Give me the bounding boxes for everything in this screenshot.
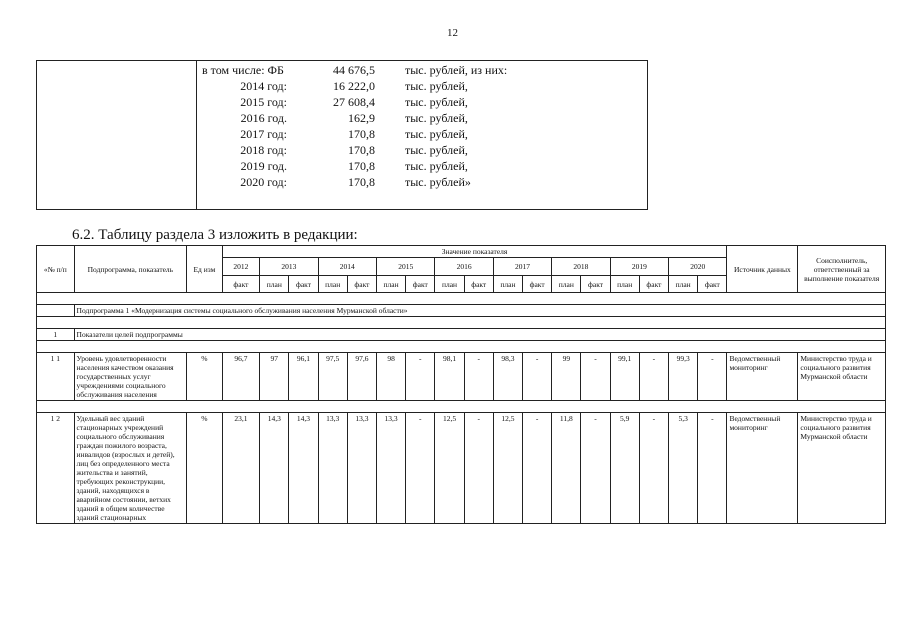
indicator-value: - bbox=[464, 353, 493, 401]
header-subprogram: Подпрограмма, показатель bbox=[74, 246, 187, 293]
indicator-name: Уровень удовлетворенности населения качеством оказания государственных услуг учреждениями социального обслуживания населения bbox=[74, 353, 187, 401]
indicator-value: 5,9 bbox=[610, 413, 639, 524]
fact-header: факт bbox=[222, 276, 260, 293]
finance-unit: тыс. рублей, bbox=[405, 143, 468, 157]
year-header-2017: 2017 bbox=[493, 258, 551, 276]
finance-amount: 170,8 bbox=[348, 127, 375, 141]
plan-header: план bbox=[669, 276, 698, 293]
year-header-2018: 2018 bbox=[552, 258, 610, 276]
finance-amount: 16 222,0 bbox=[333, 79, 375, 93]
indicator-value: - bbox=[581, 353, 610, 401]
header-values: Значение показателя bbox=[222, 246, 727, 258]
year-header-2014: 2014 bbox=[318, 258, 376, 276]
indicator-value: - bbox=[406, 353, 435, 401]
indicators-table bbox=[36, 245, 886, 524]
finance-row bbox=[37, 78, 647, 94]
finance-amount: 170,8 bbox=[348, 143, 375, 157]
fact-header: факт bbox=[406, 276, 435, 293]
table-row bbox=[37, 353, 886, 401]
indicator-value: - bbox=[406, 413, 435, 524]
goals-row bbox=[37, 329, 886, 341]
indicator-value: 11,8 bbox=[552, 413, 581, 524]
indicator-value: 97 bbox=[260, 353, 289, 401]
indicator-value: 23,1 bbox=[222, 413, 260, 524]
finance-label: 2014 год: bbox=[240, 79, 287, 93]
finance-box bbox=[36, 60, 648, 210]
year-header-2020: 2020 bbox=[669, 258, 727, 276]
indicator-value: 98 bbox=[377, 353, 406, 401]
indicator-value: 96,1 bbox=[289, 353, 318, 401]
indicator-value: 13,3 bbox=[377, 413, 406, 524]
indicator-value: - bbox=[464, 413, 493, 524]
finance-label: 2016 год. bbox=[240, 111, 287, 125]
subprogram-title: Подпрограмма 1 «Модернизация системы социального обслуживания населения Мурманской области» bbox=[74, 305, 885, 317]
indicator-value: 96,7 bbox=[222, 353, 260, 401]
indicator-value: - bbox=[581, 413, 610, 524]
finance-unit: тыс. рублей, bbox=[405, 79, 468, 93]
finance-label: 2018 год: bbox=[240, 143, 287, 157]
finance-amount: 162,9 bbox=[348, 111, 375, 125]
fact-header: факт bbox=[289, 276, 318, 293]
coexecutor: Министерство труда и социального развития Мурманской области bbox=[798, 353, 886, 401]
indicator-name: Удельный вес зданий стационарных учреждений социального обслуживания граждан пожилого возраста, инвалидов (взрослых и детей), лиц без определенного места жительства и занятий, требующих реконструкции, зданий, находящихся в аварийном состоянии, ветхих зданий в общем количестве зданий стационарных bbox=[74, 413, 187, 524]
indicator-value: 97,5 bbox=[318, 353, 347, 401]
plan-header: план bbox=[552, 276, 581, 293]
fact-header: факт bbox=[698, 276, 727, 293]
year-header-2016: 2016 bbox=[435, 258, 493, 276]
header-num: «№ п/п bbox=[37, 246, 75, 293]
coexecutor: Министерство труда и социального развития Мурманской области bbox=[798, 413, 886, 524]
plan-header: план bbox=[610, 276, 639, 293]
table-row bbox=[37, 413, 886, 524]
indicator-value: 97,6 bbox=[347, 353, 376, 401]
indicator-value: 99,3 bbox=[669, 353, 698, 401]
finance-label: 2017 год: bbox=[240, 127, 287, 141]
goals-num: 1 bbox=[37, 329, 75, 341]
indicator-value: 99,1 bbox=[610, 353, 639, 401]
page-number: 12 bbox=[447, 27, 458, 39]
finance-row bbox=[37, 110, 647, 126]
spacer-row bbox=[37, 341, 886, 353]
row-num: 1 2 bbox=[37, 413, 75, 524]
fact-header: факт bbox=[581, 276, 610, 293]
indicator-value: - bbox=[698, 353, 727, 401]
indicator-value: 99 bbox=[552, 353, 581, 401]
finance-unit: тыс. рублей, bbox=[405, 127, 468, 141]
finance-amount: 27 608,4 bbox=[333, 95, 375, 109]
finance-amount: 170,8 bbox=[348, 175, 375, 189]
section-heading: 6.2. Таблицу раздела 3 изложить в редакции: bbox=[72, 227, 358, 243]
finance-unit: тыс. рублей, bbox=[405, 159, 468, 173]
indicator-value: 13,3 bbox=[347, 413, 376, 524]
indicator-value: 98,1 bbox=[435, 353, 464, 401]
fact-header: факт bbox=[464, 276, 493, 293]
plan-header: план bbox=[377, 276, 406, 293]
year-header-2013: 2013 bbox=[260, 258, 318, 276]
year-header-2015: 2015 bbox=[377, 258, 435, 276]
indicator-value: 12,5 bbox=[435, 413, 464, 524]
row-unit: % bbox=[187, 413, 222, 524]
subprogram-row bbox=[37, 305, 886, 317]
finance-unit: тыс. рублей, bbox=[405, 95, 468, 109]
row-unit: % bbox=[187, 353, 222, 401]
fact-header: факт bbox=[347, 276, 376, 293]
fact-header: факт bbox=[523, 276, 552, 293]
finance-amount: 44 676,5 bbox=[333, 63, 375, 77]
indicator-value: - bbox=[698, 413, 727, 524]
spacer-row bbox=[37, 401, 886, 413]
indicator-value: 14,3 bbox=[289, 413, 318, 524]
finance-label: 2020 год: bbox=[240, 175, 287, 189]
finance-row bbox=[37, 142, 647, 158]
header-coexec: Соисполнитель, ответственный за выполнение показателя bbox=[798, 246, 886, 293]
indicator-value: 12,5 bbox=[493, 413, 522, 524]
indicator-value: - bbox=[639, 353, 668, 401]
finance-row bbox=[37, 62, 647, 78]
year-header-2012: 2012 bbox=[222, 258, 260, 276]
plan-header: план bbox=[318, 276, 347, 293]
finance-label: 2015 год: bbox=[240, 95, 287, 109]
indicator-value: - bbox=[523, 413, 552, 524]
indicator-value: 14,3 bbox=[260, 413, 289, 524]
finance-row bbox=[37, 174, 647, 190]
indicator-value: - bbox=[639, 413, 668, 524]
plan-header: план bbox=[260, 276, 289, 293]
finance-unit: тыс. рублей, bbox=[405, 111, 468, 125]
finance-label: в том числе: ФБ bbox=[202, 63, 284, 77]
goals-title: Показатели целей подпрограммы bbox=[74, 329, 885, 341]
row-num: 1 1 bbox=[37, 353, 75, 401]
spacer-row bbox=[37, 317, 886, 329]
header-unit: Ед изм bbox=[187, 246, 222, 293]
spacer-row bbox=[37, 293, 886, 305]
indicator-value: - bbox=[523, 353, 552, 401]
finance-unit: тыс. рублей» bbox=[405, 175, 471, 189]
finance-row bbox=[37, 94, 647, 110]
indicator-value: 5,3 bbox=[669, 413, 698, 524]
plan-header: план bbox=[435, 276, 464, 293]
header-source: Источник данных bbox=[727, 246, 798, 293]
finance-row bbox=[37, 158, 647, 174]
finance-amount: 170,8 bbox=[348, 159, 375, 173]
indicator-value: 98,3 bbox=[493, 353, 522, 401]
data-source: Ведомственный мониторинг bbox=[727, 353, 798, 401]
finance-row bbox=[37, 126, 647, 142]
data-source: Ведомственный мониторинг bbox=[727, 413, 798, 524]
finance-label: 2019 год. bbox=[240, 159, 287, 173]
year-header-2019: 2019 bbox=[610, 258, 668, 276]
plan-header: план bbox=[493, 276, 522, 293]
fact-header: факт bbox=[639, 276, 668, 293]
indicator-value: 13,3 bbox=[318, 413, 347, 524]
finance-unit: тыс. рублей, из них: bbox=[405, 63, 508, 77]
